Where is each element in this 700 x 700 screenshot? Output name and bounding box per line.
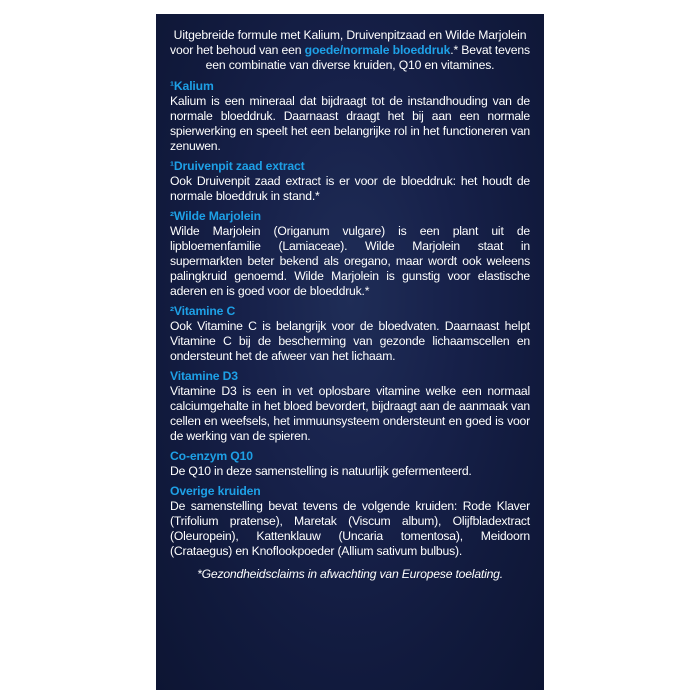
section-kalium (170, 79, 530, 154)
section-overige-kruiden (170, 484, 530, 559)
intro-before: Uitgebreide formule met Kalium, Druivenpitzaad en Wilde Marjolein voor het behoud van een (170, 28, 527, 57)
section-vitamine-d3 (170, 369, 530, 444)
section-body: Ook Druivenpit zaad extract is er voor de bloeddruk: het houdt de normale bloeddruk in stand.* (170, 174, 530, 203)
section-vitamine-c (170, 304, 530, 364)
intro-after: .* Bevat tevens een combinatie van diverse kruiden, Q10 en vitamines. (205, 43, 530, 72)
section-body: Vitamine D3 is een in vet oplosbare vitamine welke een normaal calciumgehalte in het bloed bevordert, bijdraagt aan de aanmaak van cellen en weefsels, het immuunsysteem ondersteunt en goed is voor de werking van de spieren. (170, 384, 530, 443)
intro-highlight: goede/normale bloeddruk (304, 43, 451, 57)
section-heading: Co-enzym Q10 (170, 449, 253, 463)
section-heading: Overige kruiden (170, 484, 261, 498)
section-co-enzym-q10 (170, 449, 530, 479)
section-body: De Q10 in deze samenstelling is natuurlijk gefermenteerd. (170, 464, 472, 478)
section-heading: Vitamine D3 (170, 369, 238, 383)
footnote: *Gezondheidsclaims in afwachting van Europese toelating. (197, 567, 503, 581)
section-wilde-marjolein (170, 209, 530, 299)
section-heading: ¹Kalium (170, 79, 214, 93)
intro-text (170, 28, 530, 73)
section-body: De samenstelling bevat tevens de volgende kruiden: Rode Klaver (Trifolium pratense), Maretak (Viscum album), Olijfbladextract (Oleuropein), Kattenklauw (Uncaria tomentosa), Meidoorn (Crataegus) en Knoflookpoeder (Allium sativum bulbus). (170, 499, 530, 558)
section-heading: ¹Druivenpit zaad extract (170, 159, 305, 173)
section-body: Ook Vitamine C is belangrijk voor de bloedvaten. Daarnaast helpt Vitamine C bij de bescherming van gezonde lichaamscellen en ondersteunt het de afweer van het lichaam. (170, 319, 530, 363)
section-druivenpit (170, 159, 530, 204)
section-body: Wilde Marjolein (Origanum vulgare) is een plant uit de lipbloemenfamilie (Lamiaceae). Wilde Marjolein staat in supermarkten beter bekend als oregano, maar wordt ook weleens palingkruid genoemd. Wilde Marjolein is gunstig voor elastische aderen en is goed voor de bloeddruk.* (170, 224, 530, 298)
section-body: Kalium is een mineraal dat bijdraagt tot de instandhouding van de normale bloeddruk. Daarnaast draagt het bij aan een normale spierwerking en speelt het een belangrijke rol in het functioneren van zenuwen. (170, 94, 530, 153)
section-heading: ²Vitamine C (170, 304, 236, 318)
section-heading: ²Wilde Marjolein (170, 209, 261, 223)
product-info-panel (156, 14, 544, 690)
